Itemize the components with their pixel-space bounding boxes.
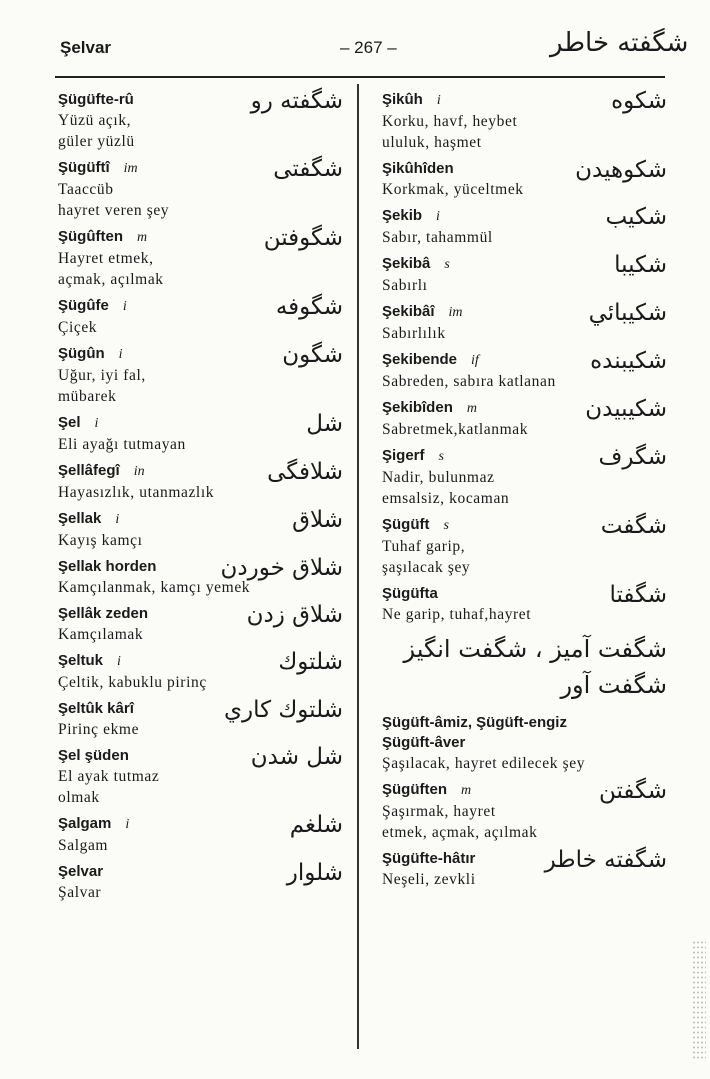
entry-arabic-script: شلاق زدن	[246, 602, 343, 628]
entry-definition-line: El ayak tutmaz	[58, 768, 160, 785]
dictionary-entry	[58, 461, 343, 503]
entry-arabic-script: شگون	[282, 342, 343, 368]
arabic-compound-line: شگفت آور	[560, 671, 667, 699]
entry-headword: Şügûfe i	[58, 297, 127, 314]
entry-headword: Şügüft-âmiz, Şügüft-engiz	[382, 714, 567, 731]
dictionary-entry	[58, 344, 343, 407]
entry-headword: Şeltûk kârî	[58, 700, 134, 717]
entry-headword: Şeltuk i	[58, 652, 121, 669]
entry-arabic-script: شكيبا	[614, 252, 667, 278]
entry-headword: Şikûh i	[382, 91, 441, 108]
entry-arabic-script: شلافگی	[267, 459, 343, 485]
entry-headword: Şekibîden m	[382, 399, 477, 416]
entry-arabic-script: شگرف	[598, 444, 667, 470]
entry-definition-line: Yüzü açık,	[58, 112, 132, 129]
entry-arabic-script: شلوار	[286, 860, 343, 886]
dictionary-entry	[58, 296, 343, 338]
entry-part-of-speech: im	[123, 161, 138, 176]
entry-arabic-script: شكيبنده	[590, 348, 667, 374]
entry-definition-line: Şaşırmak, hayret	[382, 803, 496, 820]
entry-definition-line: Salgam	[58, 837, 109, 854]
entry-definition-line: Hayasızlık, utanmazlık	[58, 484, 215, 501]
arabic-compound-line: شگفت آميز ، شگفت انگيز	[403, 635, 667, 663]
entry-headword: Şellâk zeden	[58, 605, 149, 622]
entry-part-of-speech: if	[471, 353, 479, 368]
entry-headword: Şel i	[58, 414, 99, 431]
entry-definition-line: etmek, açmak, açılmak	[382, 824, 538, 841]
entry-headword: Şügüftî im	[58, 159, 138, 176]
entry-definition-line: Tuhaf garip,	[382, 538, 466, 555]
entry-headword: Şel şüden	[58, 747, 129, 764]
entry-headword: Şügüfta	[382, 585, 438, 602]
dictionary-entry	[58, 557, 343, 598]
entry-part-of-speech: i	[436, 209, 440, 224]
entry-headword: Şellak horden	[58, 558, 157, 575]
entry-headword: Şikûhîden	[382, 160, 454, 177]
entry-arabic-script: شگوفتن	[263, 225, 343, 251]
right-column	[382, 90, 667, 896]
entry-definition-line: Sabreden, sabıra katlanan	[382, 373, 556, 390]
entry-headword: Şekibende if	[382, 351, 479, 368]
entry-arabic-script: شلغم	[289, 812, 343, 838]
entry-headword: Şekibâ s	[382, 255, 450, 272]
entry-arabic-script: شل شدن	[250, 744, 343, 770]
entry-arabic-script: شلاق خوردن	[220, 555, 343, 581]
dictionary-entry	[382, 398, 667, 440]
dictionary-entry	[58, 227, 343, 290]
dictionary-entry	[382, 350, 667, 392]
entry-arabic-script: شكيبيدن	[585, 396, 667, 422]
entry-definition-line: Uğur, iyi fal,	[58, 367, 146, 384]
column-divider	[357, 84, 359, 1049]
arabic-compound-forms	[382, 631, 667, 703]
entry-headword: Şalgam i	[58, 815, 130, 832]
entry-part-of-speech: in	[133, 464, 145, 479]
dictionary-entry	[58, 651, 343, 693]
entry-part-of-speech: i	[94, 416, 99, 431]
entry-definition-line: Eli ayağı tutmayan	[58, 436, 186, 453]
entry-definition-line: Sabırlılık	[382, 325, 446, 342]
dictionary-entry	[58, 158, 343, 221]
running-head: Şelvar	[60, 38, 112, 57]
entry-headword: Şekib i	[382, 207, 440, 224]
dictionary-entry	[58, 862, 343, 903]
dictionary-entry	[382, 254, 667, 296]
dictionary-entry	[58, 509, 343, 551]
entry-definition-line: hayret veren şey	[58, 202, 170, 219]
entry-part-of-speech: m	[466, 401, 477, 416]
entry-definition-line: Nadir, bulunmaz	[382, 469, 495, 486]
entry-part-of-speech: im	[448, 305, 463, 320]
entry-part-of-speech: m	[137, 230, 148, 245]
entry-definition-line: Kamçılanmak, kamçı yemek	[58, 579, 251, 596]
entry-definition-line: Şaşılacak, hayret edilecek şey	[382, 755, 586, 772]
dictionary-entry	[58, 90, 343, 152]
left-column	[58, 90, 343, 909]
entry-part-of-speech: s	[444, 257, 450, 272]
dictionary-entry	[58, 814, 343, 856]
entry-headword: Şellak i	[58, 510, 120, 527]
entry-headword: Şügüft-âver	[382, 734, 466, 751]
entry-definition-line: Sabretmek,katlanmak	[382, 421, 529, 438]
dictionary-entry	[382, 446, 667, 509]
entry-part-of-speech: i	[436, 93, 441, 108]
entry-definition-line: Kayış kamçı	[58, 532, 143, 549]
entry-arabic-script: شگوفه	[275, 294, 343, 320]
entry-headword: Şellâfegî in	[58, 462, 145, 479]
dictionary-entry	[382, 849, 667, 890]
entry-definition-line: Korku, havf, heybet	[382, 113, 518, 130]
dictionary-entry	[58, 699, 343, 740]
entry-definition-line: Çiçek	[58, 319, 98, 336]
entry-arabic-script: شل	[306, 411, 343, 437]
entry-definition-line: Ne garip, tuhaf,hayret	[382, 606, 532, 623]
dictionary-entry	[382, 206, 667, 248]
entry-arabic-script: شگفتا	[609, 582, 667, 608]
header-rule	[55, 76, 665, 78]
entry-definition-line: açmak, açılmak	[58, 271, 164, 288]
dictionary-entry	[58, 413, 343, 455]
entry-arabic-script: شگفته رو	[250, 88, 343, 114]
entry-definition-line: Sabırlı	[382, 277, 428, 294]
entry-part-of-speech: i	[122, 299, 127, 314]
entry-arabic-script: شلاق	[292, 507, 343, 533]
entry-part-of-speech: s	[443, 518, 449, 533]
entry-headword: Şügûn i	[58, 345, 123, 362]
entry-arabic-script: شلتوك	[278, 649, 343, 675]
entry-headword: Şügüften m	[382, 781, 472, 798]
entry-definition-line: Pirinç ekme	[58, 721, 140, 738]
entry-headword: Şügüfte-rû	[58, 91, 134, 108]
entry-headword: Şekibâî im	[382, 303, 463, 320]
entry-arabic-script: شگفته خاطر	[544, 847, 667, 873]
entry-arabic-script: شكيب	[605, 204, 667, 230]
dictionary-entry	[382, 733, 667, 774]
dictionary-entry	[382, 90, 667, 153]
entry-part-of-speech: m	[461, 783, 472, 798]
entry-definition-line: şaşılacak şey	[382, 559, 471, 576]
page-edge-noise	[692, 940, 706, 1060]
entry-arabic-script: شگفتی	[273, 156, 343, 182]
entry-definition-line: ululuk, haşmet	[382, 134, 482, 151]
entry-definition-line: Çeltik, kabuklu pirinç	[58, 674, 207, 691]
dictionary-entry	[58, 604, 343, 645]
entry-headword: Şügûften m	[58, 228, 148, 245]
entry-definition-line: Taaccüb	[58, 181, 114, 198]
entry-part-of-speech: i	[125, 817, 130, 832]
dictionary-entry	[382, 302, 667, 344]
entry-arabic-script: شكوه	[611, 88, 667, 114]
entry-definition-line: güler yüzlü	[58, 133, 135, 150]
entry-arabic-script: شلتوك كاري	[223, 697, 343, 723]
entry-definition-line: Şalvar	[58, 884, 102, 901]
entry-definition-line: Sabır, tahammül	[382, 229, 493, 246]
dictionary-entry	[58, 746, 343, 808]
entry-arabic-script: شكوهيدن	[575, 157, 667, 183]
entry-part-of-speech: i	[115, 512, 120, 527]
dictionary-entry	[382, 713, 667, 733]
entry-definition-line: mübarek	[58, 388, 117, 405]
entry-definition-line: Hayret etmek,	[58, 250, 154, 267]
entry-definition-line: Neşeli, zevkli	[382, 871, 476, 888]
entry-definition-line: Kamçılamak	[58, 626, 144, 643]
dictionary-entry	[382, 515, 667, 578]
entry-definition-line: olmak	[58, 789, 100, 806]
entry-headword: Şügüft s	[382, 516, 449, 533]
page-number: – 267 –	[340, 38, 397, 57]
dictionary-entry	[382, 584, 667, 625]
entry-headword: Şügüfte-hâtır	[382, 850, 476, 867]
entry-part-of-speech: s	[438, 449, 444, 464]
arabic-running-head: شگفته خاطر	[550, 28, 689, 58]
dictionary-entry	[382, 159, 667, 200]
entry-part-of-speech: i	[117, 654, 121, 669]
entry-headword: Şelvar	[58, 863, 104, 880]
entry-arabic-script: شكيبائي	[588, 300, 667, 326]
entry-arabic-script: شگفتن	[598, 778, 667, 804]
entry-headword: Şigerf s	[382, 447, 444, 464]
entry-arabic-script: شگفت	[600, 513, 667, 539]
entry-definition-line: emsalsiz, kocaman	[382, 490, 510, 507]
dictionary-entry	[382, 780, 667, 843]
entry-part-of-speech: i	[118, 347, 123, 362]
entry-definition-line: Korkmak, yüceltmek	[382, 181, 524, 198]
